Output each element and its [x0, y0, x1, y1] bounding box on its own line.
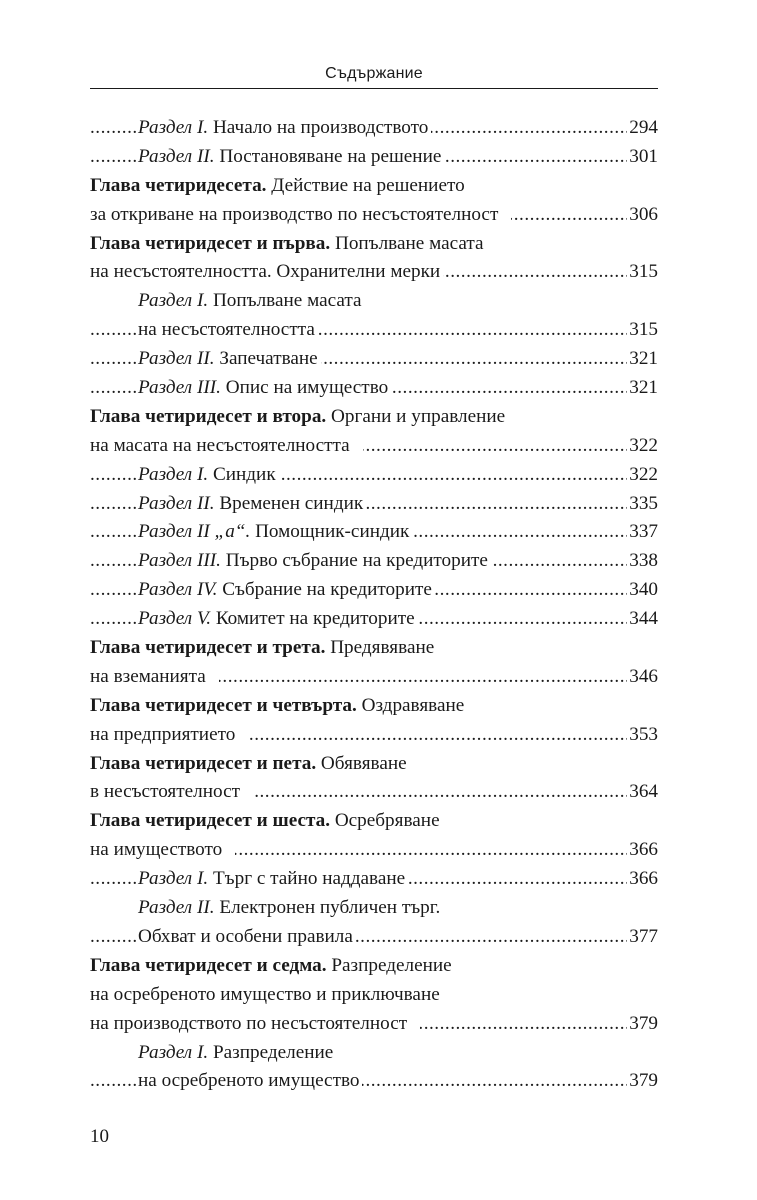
page-number: 10: [90, 1126, 109, 1147]
chapter-label: Глава четиридесет и втора.: [90, 405, 327, 427]
toc-entry[interactable]: [90, 1010, 658, 1039]
entry-title: Разпределение: [331, 954, 452, 976]
toc-section-line[interactable]: [90, 287, 658, 316]
chapter-label: Глава четиридесет и трета.: [90, 637, 326, 659]
chapter-label: Глава четиридесет и седма.: [90, 954, 327, 976]
header-rule: [90, 88, 658, 89]
section-label: Раздел II.: [138, 897, 215, 919]
chapter-label: Глава четиридесета.: [90, 174, 267, 196]
entry-title: Органи и управление: [331, 405, 506, 427]
toc-section-line[interactable]: [90, 894, 658, 923]
page-ref: 301: [627, 143, 658, 172]
entry-title: Синдик: [212, 463, 276, 485]
entry-title-cont: Обхват и особени правила: [138, 925, 353, 947]
entry-title: Действие на решението: [271, 174, 465, 196]
section-label: Раздел I.: [138, 117, 209, 138]
page-ref: 322: [627, 432, 658, 461]
toc-entry[interactable]: [90, 663, 658, 692]
entry-title: Попълване масата: [212, 290, 362, 312]
section-label: Раздел III.: [138, 550, 221, 572]
entry-title: Попълване масата: [334, 232, 484, 254]
toc-chapter-line[interactable]: [90, 403, 658, 432]
page-ref: 364: [627, 778, 658, 807]
toc-entry[interactable]: [90, 201, 658, 230]
entry-title: Оздравяване: [361, 694, 465, 716]
table-of-contents: [90, 114, 658, 1096]
toc-entry[interactable]: [90, 143, 658, 172]
entry-title-cont: на имуществото: [90, 839, 223, 861]
toc-entry[interactable]: [90, 923, 658, 952]
toc-entry[interactable]: [90, 258, 658, 287]
toc-entry[interactable]: [90, 374, 658, 403]
toc-entry[interactable]: [90, 721, 658, 750]
toc-chapter-line[interactable]: [90, 172, 658, 201]
page-ref: 321: [627, 374, 658, 403]
entry-title: Разпределение: [212, 1041, 334, 1063]
page-ref: 338: [627, 547, 658, 576]
section-label: Раздел I.: [138, 463, 209, 485]
page-ref: 377: [627, 923, 658, 952]
section-label: Раздел II.: [138, 492, 215, 514]
entry-title-cont: на осребреното имущество и приключване: [90, 983, 440, 1005]
toc-chapter-line[interactable]: [90, 952, 658, 981]
toc-chapter-line[interactable]: [90, 692, 658, 721]
entry-title: Временен синдик: [219, 492, 364, 514]
toc-chapter-line[interactable]: [90, 981, 658, 1010]
entry-title-cont: на масата на несъстоятелността: [90, 434, 350, 456]
chapter-label: Глава четиридесет и четвърта.: [90, 694, 357, 716]
chapter-label: Глава четиридесет и първа.: [90, 232, 331, 254]
section-label: Раздел I.: [138, 290, 209, 312]
entry-title-cont: на предприятието: [90, 723, 236, 745]
entry-title: Постановяване на решение: [219, 145, 442, 167]
page-ref: 337: [627, 518, 658, 547]
entry-title-cont: за откриване на производство по несъстоятелност: [90, 203, 499, 225]
entry-title-cont: на несъстоятелността. Охранителни мерки: [90, 261, 441, 283]
entry-title: Събрание на кредиторите: [222, 579, 432, 601]
toc-entry[interactable]: [90, 778, 658, 807]
toc-entry[interactable]: [90, 461, 658, 490]
page-ref: 366: [627, 865, 658, 894]
toc-entry[interactable]: [90, 316, 658, 345]
page-ref: 379: [627, 1010, 658, 1039]
page-ref: 340: [627, 576, 658, 605]
toc-chapter-line[interactable]: [90, 230, 658, 259]
page-ref: 321: [627, 345, 658, 374]
toc-entry[interactable]: [90, 547, 658, 576]
section-label: Раздел II „а“.: [138, 521, 251, 543]
entry-title: Запечатване: [219, 348, 318, 370]
toc-entry[interactable]: [90, 1067, 658, 1096]
entry-title-cont: на вземанията: [90, 665, 206, 687]
page-ref: 294: [627, 114, 658, 143]
section-label: Раздел IV.: [138, 579, 218, 601]
section-label: Раздел I.: [138, 868, 209, 890]
page-ref: 346: [627, 663, 658, 692]
chapter-label: Глава четиридесет и шеста.: [90, 810, 331, 832]
page-ref: 366: [627, 836, 658, 865]
page-ref: 322: [627, 461, 658, 490]
entry-title-cont: на несъстоятелността: [138, 319, 315, 341]
toc-chapter-line[interactable]: [90, 634, 658, 663]
section-label: Раздел I.: [138, 1041, 209, 1063]
toc-chapter-line[interactable]: [90, 807, 658, 836]
section-label: Раздел II.: [138, 145, 215, 167]
entry-title-cont: в несъстоятелност: [90, 781, 240, 803]
toc-section-line[interactable]: [90, 1039, 658, 1068]
toc-entry[interactable]: [90, 865, 658, 894]
toc-entry[interactable]: [90, 836, 658, 865]
page-ref: 335: [627, 490, 658, 519]
page-ref: 315: [627, 258, 658, 287]
toc-chapter-line[interactable]: [90, 750, 658, 779]
toc-entry[interactable]: [90, 490, 658, 519]
page-ref: 315: [627, 316, 658, 345]
entry-title: Електронен публичен търг.: [219, 897, 441, 919]
toc-entry[interactable]: [90, 345, 658, 374]
toc-entry[interactable]: [90, 432, 658, 461]
page-ref: 379: [627, 1067, 658, 1096]
entry-title-cont: на осребреното имущество: [138, 1070, 360, 1092]
page-ref: 344: [627, 605, 658, 634]
toc-entry[interactable]: [90, 114, 658, 143]
entry-title: Предявяване: [330, 637, 435, 659]
entry-title: Комитет на кредиторите: [215, 608, 415, 630]
toc-entry[interactable]: [90, 605, 658, 634]
section-label: Раздел II.: [138, 348, 215, 370]
entry-title: Обявяване: [320, 752, 407, 774]
page-ref: 306: [627, 201, 658, 230]
toc-entry[interactable]: [90, 576, 658, 605]
entry-title: Помощник-синдик: [255, 521, 410, 543]
toc-entry[interactable]: [90, 518, 658, 547]
section-label: Раздел III.: [138, 377, 221, 399]
entry-title: Осребряване: [334, 810, 440, 832]
entry-title: Първо събрание на кредиторите: [225, 550, 488, 572]
section-label: Раздел V.: [138, 608, 212, 630]
chapter-label: Глава четиридесет и пета.: [90, 752, 317, 774]
page-ref: 353: [627, 721, 658, 750]
running-head: Съдържание: [325, 65, 423, 82]
entry-title: Опис на имущество: [225, 377, 389, 399]
entry-title: Търг с тайно наддаване: [212, 868, 406, 890]
entry-title-cont: на производството по несъстоятелност: [90, 1012, 408, 1034]
entry-title: Начало на производството: [212, 117, 429, 138]
